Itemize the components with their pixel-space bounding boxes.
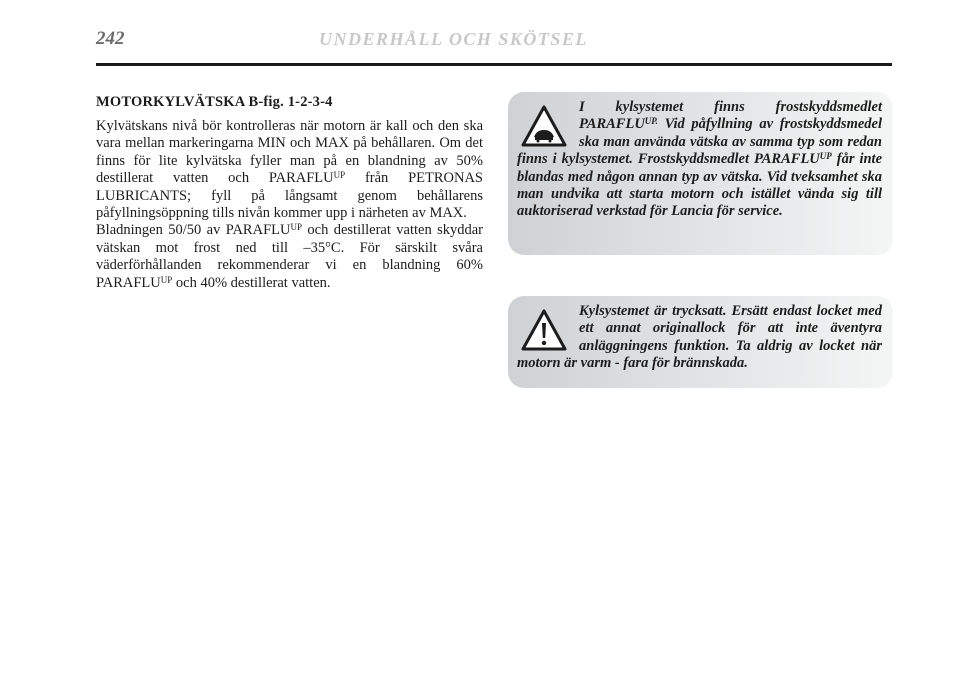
environment-warning-icon [517,99,571,151]
note-1-text-c: får inte blandas med någon annan typ av vätska. Vid tveksamhet ska man undvika att starta motorn och istället vända sig till auktoriserad verkstad för Lancia för service. [517,151,883,220]
header-rule [96,63,892,66]
pressure-warning-box [508,296,893,388]
paragraph-1 [96,118,483,222]
page-header [96,28,896,58]
paragraph-1-text-a: Kylvätskans nivå bör kontrolleras när motorn är kall och den ska vara mellan markeringarna MIN och MAX på behållaren. Om det finns för lite kylvätska fyller man på en blandning av 50% destillerat vatten och PARAFLU [96,118,483,187]
warning-triangle-icon [517,303,571,355]
note-1-text-b: Vid påfyllning av frostskyddsmedel ska man använda vätska av samma typ som redan finns i kylsystemet. Frostskyddsmedlet PARAFLU [517,116,882,168]
paragraph-1-text-b: från PETRONAS LUBRICANTS; fyll på långsamt genom behållarens påfyllningsöppning tills nivån kommer upp i närheten av MAX. [96,170,483,222]
superscript: UP. [644,116,658,127]
superscript: UP [819,151,832,162]
page-number: 242 [96,28,125,49]
section-heading: MOTORKYLVÄTSKA B-fig. 1-2-3-4 [96,94,333,110]
section-title: UNDERHÅLL OCH SKÖTSEL [319,29,588,49]
paragraph-2-text-c: och 40% destillerat vatten. [172,274,331,291]
environment-note-text [508,92,893,221]
superscript: UP [333,170,346,181]
superscript: UP [160,274,173,285]
main-column [96,94,483,292]
environment-note-box [508,92,893,255]
paragraph-2 [96,222,483,292]
superscript: UP [290,222,302,233]
note-2-text: Kylsystemet är trycksatt. Ersätt endast locket med ett annat originallock för att inte äventyra anläggningens funktion. Ta aldrig av locket när motorn är varm - fara för brännskada. [517,303,882,372]
pressure-warning-text [508,296,893,373]
paragraph-2-text-b: och destillerat vatten skyddar vätskan mot frost ned till –35°C. För särskilt svåra väderförhållanden rekommenderar vi en blandning 60% PARAFLU [96,222,483,291]
paragraph-2-text-a: Bladningen 50/50 av PARAFLU [96,222,291,239]
note-1-text-a: I kylsystemet finns frostskyddsmedlet PARAFLU [579,99,882,133]
